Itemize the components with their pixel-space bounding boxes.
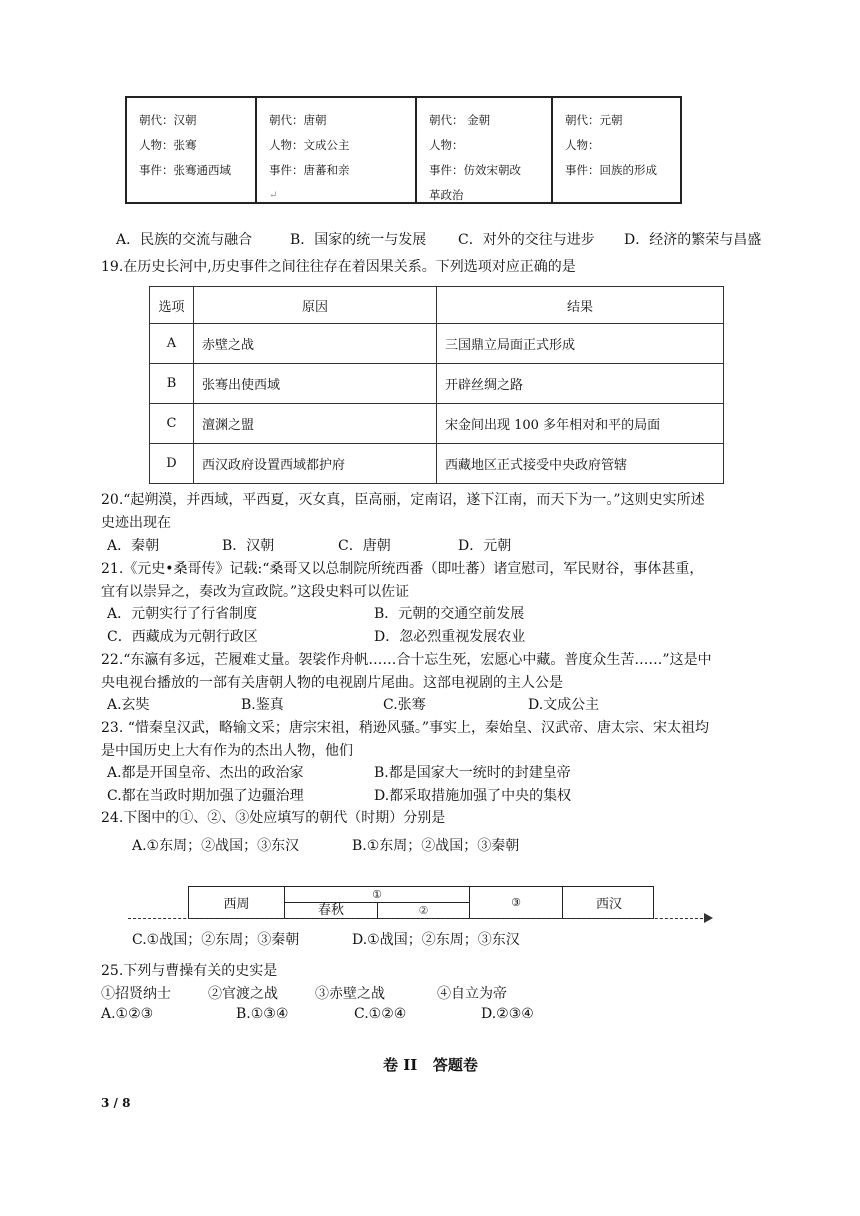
timeline-xihan: 西汉: [595, 897, 622, 912]
row-result: 宋金间出现 100 多年相对和平的局面: [437, 404, 724, 444]
timeline-xizhou: 西周: [189, 887, 285, 918]
q22-option-b: B.鉴真: [241, 697, 284, 713]
table-row: [150, 364, 724, 404]
timeline-slot-1-label: ①: [285, 887, 469, 903]
q19-table: [149, 286, 724, 484]
q25-stem: 25.下列与曹操有关的史实是: [101, 963, 278, 979]
q23-option-c: C.都在当政时期加强了边疆治理: [107, 788, 304, 804]
q23-stem-line1: 23. “惜秦皇汉武，略输文采；唐宗宋祖，稍逊风骚。”事实上，秦始皇、汉武帝、唐太宗、宋太祖均: [101, 720, 710, 736]
q23-option-a: A.都是开国皇帝、杰出的政治家: [107, 765, 304, 781]
header-result: 结果: [437, 287, 724, 324]
card-event: 事件：回族的形成: [565, 163, 657, 177]
q18-option-c: C．对外的交往与进步: [458, 232, 595, 248]
q21-option-d: D．忽必烈重视发展农业: [374, 629, 526, 645]
card-extra: 革政治: [429, 188, 464, 202]
row-cause: 赤壁之战: [194, 324, 437, 364]
q22-stem-line2: 央电视台播放的一部有关唐朝人物的电视剧片尾曲。这部电视剧的主人公是: [101, 675, 563, 691]
q24-option-a: A.①东周；②战国；③东汉: [132, 838, 300, 854]
q21-option-a: A．元朝实行了行省制度: [107, 606, 258, 622]
table-header-row: [150, 287, 724, 324]
q20-option-d: D．元朝: [458, 538, 512, 554]
q23-stem-line2: 是中国历史上大有作为的杰出人物，他们: [101, 743, 353, 759]
card-event: 事件：唐蕃和亲: [269, 163, 350, 177]
timeline-slot-3: ③: [470, 887, 563, 918]
row-option: D: [150, 444, 194, 484]
row-cause: 澶渊之盟: [194, 404, 437, 444]
row-option: A: [150, 324, 194, 364]
card-event: 事件：张骞通西域: [139, 163, 231, 177]
row-cause: 西汉政府设置西域都护府: [194, 444, 437, 484]
card-jin: [417, 98, 553, 202]
row-result: 西藏地区正式接受中央政府管辖: [437, 444, 724, 484]
card-dynasty: 朝代： 金朝: [429, 113, 491, 127]
q25-item-2: ②官渡之战: [208, 986, 278, 1002]
card-person: 人物：: [429, 138, 464, 152]
card-person: 人物：文成公主: [269, 138, 350, 152]
row-option: B: [150, 364, 194, 404]
q25-item-3: ③赤壁之战: [315, 986, 385, 1002]
table-row: [150, 404, 724, 444]
q21-option-c: C．西藏成为元朝行政区: [107, 629, 258, 645]
row-result: 开辟丝绸之路: [437, 364, 724, 404]
q20-stem-line2: 史迹出现在: [101, 515, 171, 531]
q25-option-b: B.①③④: [236, 1006, 289, 1022]
q20-stem-line1: 20.“起朔漠，并西域，平西夏，灭女真，臣高丽，定南诏，遂下江南，而天下为一。”这则史实所述: [101, 492, 705, 508]
timeline-arrow-line: [128, 918, 708, 919]
q25-item-1: ①招贤纳士: [101, 986, 171, 1002]
q20-option-b: B．汉朝: [222, 538, 275, 554]
card-yuan: [553, 98, 680, 202]
card-dynasty: 朝代：唐朝: [269, 113, 327, 127]
q21-stem-line1: 21.《元史•桑哥传》记载:“桑哥又以总制院所统西番（即吐蕃）诸宣慰司，军民财谷，事体甚重，: [101, 561, 704, 577]
q21-option-b: B．元朝的交通空前发展: [374, 606, 525, 622]
q25-option-c: C.①②④: [354, 1006, 407, 1022]
row-result: 三国鼎立局面正式形成: [437, 324, 724, 364]
q22-option-c: C.张骞: [383, 697, 426, 713]
card-dynasty: 朝代：元朝: [565, 113, 623, 127]
timeline-arrow-head: [704, 913, 713, 923]
q24-option-b: B.①东周；②战国；③秦朝: [352, 838, 520, 854]
card-han: [127, 98, 257, 202]
q20-option-a: A．秦朝: [107, 538, 160, 554]
q25-item-4: ④自立为帝: [437, 986, 507, 1002]
q22-option-a: A.玄奘: [107, 697, 150, 713]
card-event: 事件：仿效宋朝改: [429, 163, 521, 177]
q23-option-d: D.都采取措施加强了中央的集权: [374, 788, 572, 804]
row-option: C: [150, 404, 194, 444]
q21-stem-line2: 宜有以崇异之，奏改为宣政院。”这段史料可以佐证: [101, 584, 410, 600]
card-dynasty: 朝代：汉朝: [139, 113, 197, 127]
q18-option-d: D．经济的繁荣与昌盛: [624, 232, 762, 248]
q18-cards: [125, 96, 682, 204]
card-extra: ↵: [269, 190, 278, 201]
q24-option-c: C.①战国；②东周；③秦朝: [132, 932, 300, 948]
page-number: 3 / 8: [101, 1096, 131, 1110]
card-tang: [257, 98, 417, 202]
dynasty-timeline: [188, 886, 654, 919]
q25-option-a: A.①②③: [101, 1006, 154, 1022]
row-cause: 张骞出使西域: [194, 364, 437, 404]
q18-option-b: B．国家的统一与发展: [290, 232, 427, 248]
q18-option-a: A．民族的交流与融合: [116, 232, 253, 248]
header-option: 选项: [150, 287, 194, 324]
q22-stem-line1: 22.“东瀛有多远，芒履难丈量。袈裟作舟帆……合十忘生死，宏愿心中藏。普度众生苦……”这是中: [101, 652, 712, 668]
q24-option-d: D.①战国；②东周；③东汉: [352, 932, 520, 948]
q20-option-c: C．唐朝: [338, 538, 391, 554]
card-person: 人物：张骞: [139, 138, 197, 152]
table-row: [150, 324, 724, 364]
q25-option-d: D.②③④: [481, 1006, 534, 1022]
header-cause: 原因: [194, 287, 437, 324]
section-title: 卷 II 答题卷: [383, 1056, 478, 1074]
table-row: [150, 444, 724, 484]
q19-stem: 19.在历史长河中,历史事件之间往往存在着因果关系。下列选项对应正确的是: [101, 259, 576, 275]
card-person: 人物：: [565, 138, 600, 152]
timeline-slot-2: ②: [418, 904, 429, 917]
timeline-chunqiu: 春秋: [285, 903, 378, 918]
q24-stem: 24.下图中的①、②、③处应填写的朝代（时期）分别是: [101, 810, 446, 826]
timeline-slot-1: [285, 887, 470, 918]
q23-option-b: B.都是国家大一统时的封建皇帝: [374, 765, 571, 781]
q22-option-d: D.文成公主: [528, 697, 600, 713]
